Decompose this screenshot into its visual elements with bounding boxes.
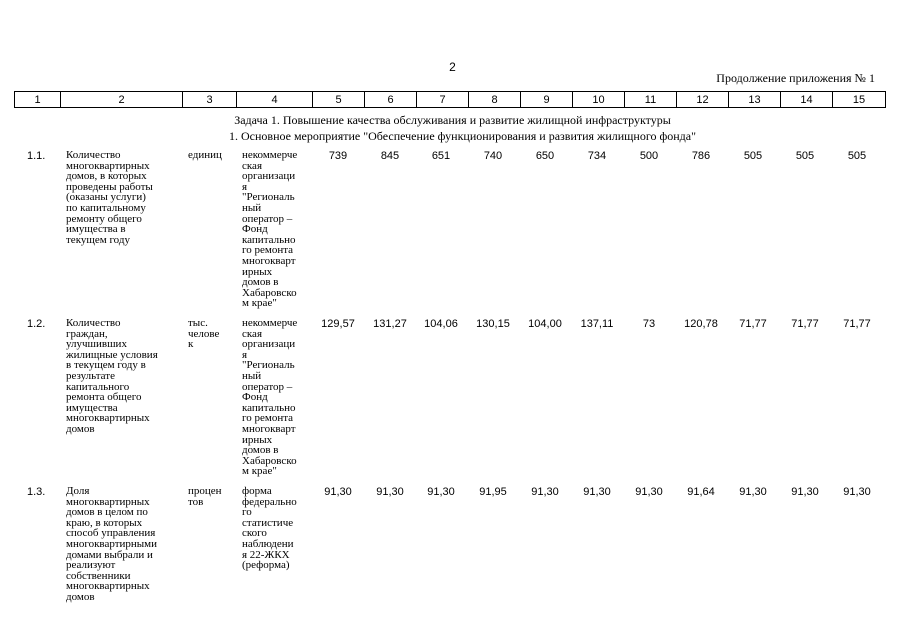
- year-value: 91,30: [531, 486, 559, 498]
- header-cell: 2: [61, 92, 183, 108]
- indicator-name: [66, 150, 178, 245]
- data-source-line: я: [242, 180, 248, 193]
- data-source-line: м крае": [242, 297, 277, 309]
- indicator-name-line: капитального: [66, 380, 130, 393]
- indicator-name-line: многоквартирных: [66, 495, 150, 508]
- header-cell: 1: [15, 92, 61, 108]
- data-source-line: го ремонта: [242, 412, 294, 425]
- indicator-name-line: многоквартирных: [66, 412, 150, 425]
- year-value: 91,30: [324, 486, 352, 498]
- indicator-name-line: имущества: [66, 401, 118, 414]
- year-value: 91,30: [739, 486, 767, 498]
- indicator-name: [66, 318, 178, 435]
- data-source-line: форма: [242, 486, 272, 497]
- data-source-line: го ремонта: [242, 244, 294, 257]
- year-value: 71,77: [791, 318, 819, 330]
- indicator-name-line: домами выбрали и: [66, 548, 153, 561]
- indicator-name-line: проведены работы: [66, 180, 153, 193]
- year-value: 734: [587, 150, 607, 162]
- data-source-line: ская: [242, 159, 263, 172]
- year-value: 91,30: [635, 486, 663, 498]
- year-value: 786: [691, 150, 711, 162]
- data-source-line: ирных: [242, 433, 273, 446]
- row-index: 1.3.: [27, 486, 46, 498]
- unit-of-measure: [188, 486, 234, 507]
- data-source-line: некоммерче: [242, 150, 298, 161]
- data-source-line: федерально: [242, 495, 297, 508]
- year-value: 91,30: [843, 486, 871, 498]
- data-source-line: "Региональ: [242, 191, 295, 204]
- header-cell: 11: [625, 92, 677, 108]
- indicator-name-line: жилищные условия: [66, 348, 158, 361]
- header-cell: 12: [677, 92, 729, 108]
- data-source: [242, 318, 308, 477]
- indicator-name: [66, 486, 178, 603]
- continuation-label: Продолжение приложения № 1: [716, 71, 875, 85]
- year-value: 91,95: [479, 486, 507, 498]
- indicator-name-line: реализуют: [66, 559, 116, 572]
- unit-of-measure-line: тыс.: [188, 318, 208, 329]
- data-source-line: оператор –: [242, 380, 293, 393]
- year-value: 845: [380, 150, 400, 162]
- indicator-name-line: по капитальному: [66, 201, 146, 214]
- year-value: 120,78: [684, 318, 718, 330]
- data-source-line: капитально: [242, 401, 296, 414]
- unit-of-measure-line: процен: [188, 486, 222, 497]
- header-cell: 15: [833, 92, 886, 108]
- year-value: 130,15: [476, 318, 510, 330]
- year-value: 71,77: [843, 318, 871, 330]
- data-source-line: капитально: [242, 233, 296, 246]
- data-source-line: организаци: [242, 338, 296, 351]
- indicator-name-line: краю, в которых: [66, 516, 143, 529]
- data-source-line: я 22-ЖКХ: [242, 548, 290, 561]
- data-source-line: ского: [242, 527, 267, 540]
- data-source-line: организаци: [242, 170, 296, 183]
- indicator-name-line: Количество: [66, 317, 121, 329]
- year-value: 505: [847, 150, 867, 162]
- data-source-line: ская: [242, 327, 263, 340]
- indicator-name-line: способ управления: [66, 527, 156, 540]
- data-source-line: ный: [242, 201, 262, 214]
- unit-of-measure-line: единиц: [188, 150, 222, 161]
- year-value: 500: [639, 150, 659, 162]
- unit-of-measure: [188, 150, 234, 161]
- indicator-name-line: улучшивших: [66, 338, 127, 351]
- year-value: 651: [431, 150, 451, 162]
- unit-of-measure-line: к: [188, 338, 194, 350]
- year-value: 740: [483, 150, 503, 162]
- data-source-line: Хабаровско: [242, 286, 297, 299]
- year-value: 129,57: [321, 318, 355, 330]
- year-value: 91,30: [791, 486, 819, 498]
- data-source-line: Фонд: [242, 223, 268, 236]
- data-source: [242, 486, 308, 571]
- year-value: 104,06: [424, 318, 458, 330]
- year-value: 650: [535, 150, 555, 162]
- year-value: 91,30: [583, 486, 611, 498]
- header-cell: 7: [417, 92, 469, 108]
- row-index: 1.1.: [27, 150, 46, 162]
- header-cell: 9: [521, 92, 573, 108]
- header-cell: 6: [365, 92, 417, 108]
- data-source-line: м крае": [242, 465, 277, 477]
- data-source: [242, 150, 308, 309]
- header-cell: 10: [573, 92, 625, 108]
- header-cell: 3: [183, 92, 237, 108]
- data-source-line: го: [242, 506, 252, 519]
- column-number-header: [14, 91, 886, 108]
- indicator-name-line: Доля: [66, 485, 90, 497]
- row-index: 1.2.: [27, 318, 46, 330]
- page-number: 2: [449, 60, 456, 74]
- indicator-name-line: многоквартирными: [66, 537, 158, 550]
- data-source-line: Фонд: [242, 391, 268, 404]
- indicator-name-line: многоквартирных: [66, 159, 150, 172]
- year-value: 73: [642, 318, 656, 330]
- year-value: 91,64: [687, 486, 715, 498]
- year-value: 91,30: [376, 486, 404, 498]
- data-source-line: я: [242, 348, 248, 361]
- indicator-name-line: в текущем году в: [66, 359, 146, 372]
- unit-of-measure-line: тов: [188, 495, 204, 508]
- data-source-line: некоммерче: [242, 318, 298, 329]
- indicator-name-line: (оказаны услуги): [66, 191, 146, 204]
- indicator-name-line: домов: [66, 590, 95, 603]
- year-value: 91,30: [427, 486, 455, 498]
- header-cell: 8: [469, 92, 521, 108]
- header-cell: 5: [313, 92, 365, 108]
- year-value: 104,00: [528, 318, 562, 330]
- indicator-name-line: текущем году: [66, 233, 130, 246]
- data-source-line: Хабаровско: [242, 454, 297, 467]
- header-cell: 4: [237, 92, 313, 108]
- indicator-name-line: ремонту общего: [66, 212, 142, 225]
- year-value: 505: [795, 150, 815, 162]
- data-source-line: "Региональ: [242, 359, 295, 372]
- data-source-line: ирных: [242, 265, 273, 278]
- indicator-name-line: домов, в которых: [66, 170, 147, 183]
- indicator-name-line: домов: [66, 422, 95, 435]
- header-cell: 14: [781, 92, 833, 108]
- data-source-line: оператор –: [242, 212, 293, 225]
- data-source-line: многокварт: [242, 422, 296, 435]
- indicator-name-line: граждан,: [66, 327, 108, 340]
- indicator-name-line: собственники: [66, 569, 131, 582]
- indicator-name-line: имущества в: [66, 223, 126, 236]
- header-cell: 13: [729, 92, 781, 108]
- unit-of-measure-line: челове: [188, 327, 220, 340]
- indicator-name-line: Количество: [66, 149, 121, 161]
- indicator-name-line: ремонта общего: [66, 391, 142, 404]
- year-value: 137,11: [580, 318, 614, 330]
- header-row: [15, 92, 886, 108]
- year-value: 71,77: [739, 318, 767, 330]
- year-value: 739: [328, 150, 348, 162]
- indicator-name-line: многоквартирных: [66, 580, 150, 593]
- unit-of-measure: [188, 318, 234, 350]
- indicator-name-line: результате: [66, 369, 115, 382]
- data-source-line: ный: [242, 369, 262, 382]
- event-title: 1. Основное мероприятие "Обеспечение функционирования и развития жилищного фонда": [228, 129, 696, 143]
- indicator-name-line: домов в целом по: [66, 506, 148, 519]
- data-source-line: многокварт: [242, 254, 296, 267]
- data-source-line: статистиче: [242, 516, 294, 529]
- data-source-line: наблюдени: [242, 537, 294, 550]
- data-source-line: домов в: [242, 444, 279, 457]
- year-value: 131,27: [373, 318, 407, 330]
- data-source-line: домов в: [242, 276, 279, 289]
- data-source-line: (реформа): [242, 559, 290, 571]
- year-value: 505: [743, 150, 763, 162]
- task-title: Задача 1. Повышение качества обслуживания и развитие жилищной инфраструктуры: [234, 113, 671, 127]
